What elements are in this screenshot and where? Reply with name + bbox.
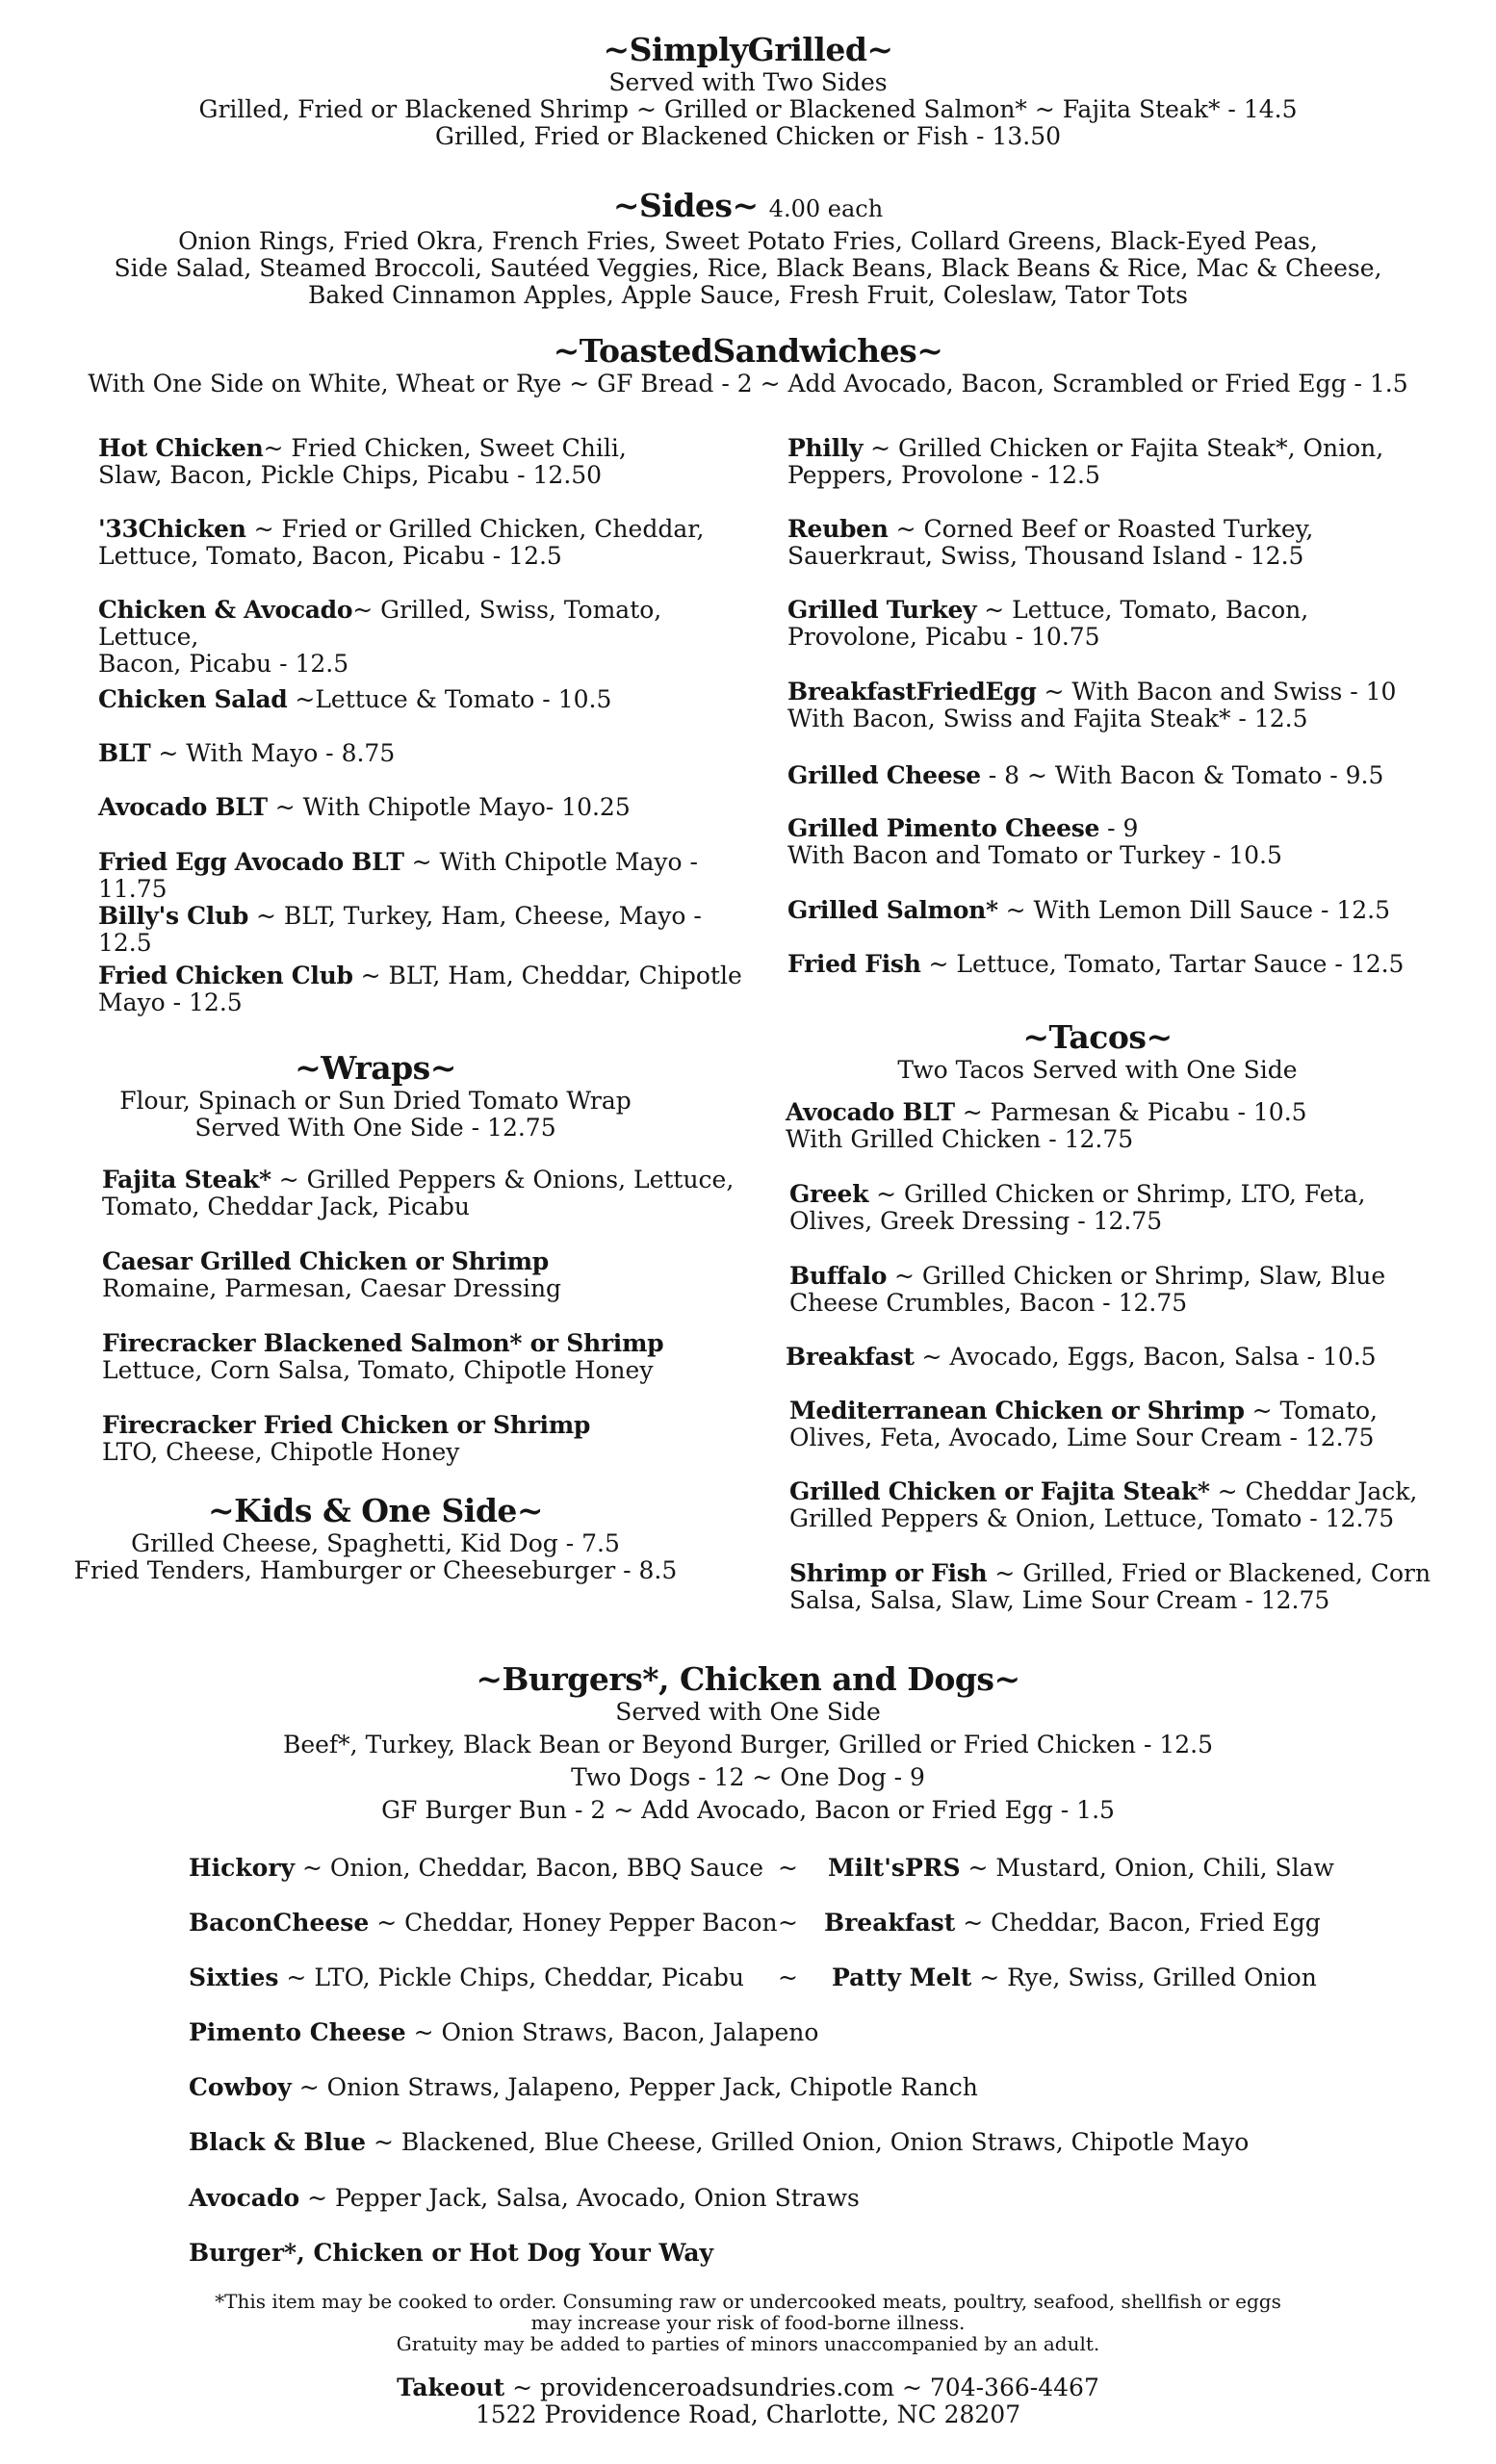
burger-name: Burger*, Chicken or Hot Dog Your Way xyxy=(189,2239,714,2267)
taco-name: Avocado BLT xyxy=(786,1098,955,1126)
sandwich-name: Fried Chicken Club xyxy=(98,962,353,989)
taco-name: Buffalo xyxy=(789,1262,888,1290)
burger-desc: ~ Onion Straws, Bacon, Jalapeno xyxy=(405,2018,819,2046)
taco-desc2: Grilled Peppers & Onion, Lettuce, Tomato - 12.75 xyxy=(789,1504,1395,1532)
footer-note3: Gratuity may be added to parties of minors unaccompanied by an adult. xyxy=(396,2332,1100,2355)
burger-item xyxy=(189,1910,778,1937)
sandwich-name: BreakfastFriedEgg xyxy=(787,678,1037,706)
burger-desc: ~ Mustard, Onion, Chili, Slaw xyxy=(960,1854,1334,1882)
sandwich-desc: ~ Corned Beef or Roasted Turkey, xyxy=(888,515,1314,543)
taco-desc: ~ Grilled Chicken or Shrimp, LTO, Feta, xyxy=(868,1180,1366,1208)
simply-grilled-sub: Served with Two Sides xyxy=(608,68,888,96)
sandwich-desc: ~ BLT, Turkey, Ham, Cheese, Mayo - 12.5 xyxy=(98,902,702,957)
sandwich-desc2: Lettuce, Tomato, Bacon, Picabu - 12.5 xyxy=(98,542,562,570)
sandwich-item xyxy=(787,597,1452,651)
sandwich-name: Hot Chicken xyxy=(98,434,264,462)
taco-name: Mediterranean Chicken or Shrimp xyxy=(789,1397,1245,1424)
burger-name: Pimento Cheese xyxy=(189,2018,406,2046)
sandwich-desc2: With Bacon, Swiss and Fajita Steak* - 12.5 xyxy=(787,705,1308,732)
burger-item xyxy=(824,1910,1321,1937)
tacos-header xyxy=(761,1018,1434,1084)
sandwich-item xyxy=(787,815,1452,869)
wrap-name: Fajita Steak* xyxy=(102,1166,271,1194)
sandwich-name: BLT xyxy=(98,739,151,767)
sides-section xyxy=(0,187,1496,309)
wraps-header xyxy=(0,1049,751,1142)
sandwich-item xyxy=(98,597,762,678)
kids-line2: Fried Tenders, Hamburger or Cheeseburger - 8.5 xyxy=(73,1556,678,1584)
burger-desc: ~ Pepper Jack, Salsa, Avocado, Onion Straws xyxy=(299,2184,860,2212)
sandwiches-title: ~ToastedSandwiches~ xyxy=(553,332,943,370)
sandwich-item xyxy=(787,435,1452,489)
sandwich-desc2: Peppers, Provolone - 12.5 xyxy=(787,461,1100,489)
sandwiches-header xyxy=(0,332,1496,398)
sandwich-desc: ~ Lettuce, Tomato, Bacon, xyxy=(976,596,1309,624)
sandwich-desc2: Provolone, Picabu - 10.75 xyxy=(787,623,1100,651)
sandwich-item xyxy=(787,679,1452,732)
sandwich-name: '33Chicken xyxy=(98,515,246,543)
sandwich-desc: ~ With Mayo - 8.75 xyxy=(150,739,396,767)
taco-desc: ~ Tomato, xyxy=(1244,1397,1378,1424)
tacos-sub: Two Tacos Served with One Side xyxy=(897,1056,1298,1084)
sandwich-item xyxy=(98,435,762,489)
burger-item xyxy=(189,2185,860,2212)
burger-separator: ~ xyxy=(778,1909,798,1937)
takeout-line xyxy=(0,2374,1496,2401)
taco-item xyxy=(789,1560,1454,1614)
burgers-sub1: Served with One Side xyxy=(615,1698,881,1726)
taco-desc2: Cheese Crumbles, Bacon - 12.75 xyxy=(789,1289,1188,1317)
simply-grilled-section xyxy=(0,31,1496,150)
sandwich-item xyxy=(98,962,762,1016)
sandwich-item xyxy=(98,516,762,570)
sandwich-item xyxy=(98,903,762,957)
burger-item xyxy=(828,1855,1334,1882)
taco-desc: ~ Cheddar Jack, xyxy=(1209,1477,1418,1505)
sandwich-name: Avocado BLT xyxy=(98,793,268,821)
burger-desc: ~ Onion Straws, Jalapeno, Pepper Jack, Chipotle Ranch xyxy=(291,2073,978,2101)
wrap-name: Caesar Grilled Chicken or Shrimp xyxy=(102,1247,549,1275)
footer-note2: may increase your risk of food-borne illness. xyxy=(530,2311,966,2334)
taco-desc: ~ Avocado, Eggs, Bacon, Salsa - 10.5 xyxy=(914,1343,1377,1371)
footer-note1: *This item may be cooked to order. Consuming raw or undercooked meats, poultry, seafood, shellfish or eggs xyxy=(215,2290,1281,2313)
tacos-title: ~Tacos~ xyxy=(1022,1018,1173,1056)
wrap-desc2: Tomato, Cheddar Jack, Picabu xyxy=(102,1193,471,1220)
sandwich-item xyxy=(98,849,762,903)
sandwich-item xyxy=(98,686,762,713)
burger-item xyxy=(189,2240,713,2267)
sandwich-desc: ~Lettuce & Tomato - 10.5 xyxy=(287,685,612,713)
burger-name: Black & Blue xyxy=(189,2128,367,2156)
taco-desc2: Olives, Greek Dressing - 12.75 xyxy=(789,1207,1163,1235)
taco-desc2: Salsa, Salsa, Slaw, Lime Sour Cream - 12.75 xyxy=(789,1586,1330,1614)
sandwich-desc2: Slaw, Bacon, Pickle Chips, Picabu - 12.50 xyxy=(98,461,603,489)
burgers-header xyxy=(0,1660,1496,1824)
simply-grilled-line2: Grilled, Fried or Blackened Chicken or Fish - 13.50 xyxy=(435,122,1061,150)
sandwich-desc2: Mayo - 12.5 xyxy=(98,988,243,1016)
wraps-sub1: Flour, Spinach or Sun Dried Tomato Wrap xyxy=(119,1087,632,1115)
sandwich-name: Grilled Pimento Cheese xyxy=(787,814,1100,842)
sandwich-desc: - 8 ~ With Bacon & Tomato - 9.5 xyxy=(980,761,1384,789)
sandwich-desc: ~ Grilled Chicken or Fajita Steak*, Onion, xyxy=(863,434,1384,462)
sides-line2: Side Salad, Steamed Broccoli, Sautéed Veggies, Rice, Black Beans, Black Beans & Rice, Mac & Cheese, xyxy=(114,254,1382,282)
burger-separator: ~ xyxy=(778,1964,798,1991)
sandwich-name: Grilled Turkey xyxy=(787,596,977,624)
sandwich-desc: ~ Grilled, Swiss, Tomato, Lettuce, xyxy=(98,596,662,651)
sides-line3: Baked Cinnamon Apples, Apple Sauce, Fresh Fruit, Coleslaw, Tator Tots xyxy=(307,281,1189,309)
sandwich-name: Fried Fish xyxy=(787,950,921,978)
taco-name: Breakfast xyxy=(786,1343,915,1371)
burger-item xyxy=(189,1855,763,1882)
sandwich-desc: ~ BLT, Ham, Cheddar, Chipotle xyxy=(352,962,742,989)
sandwich-item xyxy=(787,897,1452,924)
simply-grilled-title: ~SimplyGrilled~ xyxy=(603,31,893,68)
wrap-desc: ~ Grilled Peppers & Onions, Lettuce, xyxy=(271,1166,735,1194)
burgers-sub2: Beef*, Turkey, Black Bean or Beyond Burger, Grilled or Fried Chicken - 12.5 xyxy=(282,1731,1214,1758)
kids-line1: Grilled Cheese, Spaghetti, Kid Dog - 7.5 xyxy=(131,1529,620,1557)
sandwich-item xyxy=(787,951,1452,978)
sandwich-desc: ~ With Chipotle Mayo - 11.75 xyxy=(98,848,698,903)
burger-desc: ~ Rye, Swiss, Grilled Onion xyxy=(971,1964,1317,1991)
wrap-name: Firecracker Blackened Salmon* or Shrimp xyxy=(102,1329,664,1357)
sandwich-name: Chicken & Avocado xyxy=(98,596,353,624)
sandwich-name: Chicken Salad xyxy=(98,685,288,713)
wrap-item xyxy=(102,1412,766,1466)
burger-item xyxy=(189,2129,1249,2156)
burger-name: Sixties xyxy=(189,1964,279,1991)
taco-desc: ~ Grilled, Fried or Blackened, Corn xyxy=(987,1559,1432,1587)
sandwich-desc: ~ Fried or Grilled Chicken, Cheddar, xyxy=(245,515,705,543)
burger-name: BaconCheese xyxy=(189,1909,370,1937)
takeout-info[interactable]: ~ providenceroadsundries.com ~ 704-366-4467 xyxy=(504,2374,1099,2401)
taco-item xyxy=(789,1398,1454,1451)
wrap-item xyxy=(102,1248,766,1302)
sandwich-name: Grilled Cheese xyxy=(787,761,981,789)
simply-grilled-line1: Grilled, Fried or Blackened Shrimp ~ Grilled or Blackened Salmon* ~ Fajita Steak* - 14.5 xyxy=(198,95,1298,123)
burgers-sub4: GF Burger Bun - 2 ~ Add Avocado, Bacon or Fried Egg - 1.5 xyxy=(381,1796,1115,1824)
sandwich-desc: ~ Lettuce, Tomato, Tartar Sauce - 12.5 xyxy=(920,950,1405,978)
taco-name: Grilled Chicken or Fajita Steak* xyxy=(789,1477,1210,1505)
burger-name: Breakfast xyxy=(824,1909,956,1937)
sides-title-row xyxy=(0,187,1496,228)
taco-desc: ~ Parmesan & Picabu - 10.5 xyxy=(954,1098,1307,1126)
sandwich-desc: ~ With Chipotle Mayo- 10.25 xyxy=(267,793,631,821)
taco-item xyxy=(786,1099,1450,1153)
kids-title: ~Kids & One Side~ xyxy=(207,1492,544,1529)
burger-name: Milt'sPRS xyxy=(828,1854,961,1882)
burger-name: Hickory xyxy=(189,1854,296,1882)
sandwich-name: Philly xyxy=(787,434,864,462)
sandwich-desc2: Bacon, Picabu - 12.5 xyxy=(98,650,349,678)
address: 1522 Providence Road, Charlotte, NC 28207 xyxy=(475,2400,1021,2428)
burger-name: Avocado xyxy=(189,2184,300,2212)
sandwiches-sub: With One Side on White, Wheat or Rye ~ GF Bread - 2 ~ Add Avocado, Bacon, Scrambled or Fried Egg - 1.5 xyxy=(88,370,1408,398)
wraps-title: ~Wraps~ xyxy=(295,1049,456,1087)
sides-title: ~Sides~ xyxy=(612,187,759,224)
sandwich-desc: ~ Fried Chicken, Sweet Chili, xyxy=(263,434,627,462)
footer-notes xyxy=(0,2291,1496,2354)
burger-desc: ~ Cheddar, Honey Pepper Bacon xyxy=(369,1909,778,1937)
wraps-sub2: Served With One Side - 12.75 xyxy=(194,1114,556,1142)
sandwich-name: Fried Egg Avocado BLT xyxy=(98,848,404,876)
burger-item xyxy=(832,1964,1317,1991)
burger-name: Cowboy xyxy=(189,2073,292,2101)
taco-item xyxy=(786,1344,1450,1371)
wrap-desc2: LTO, Cheese, Chipotle Honey xyxy=(102,1438,460,1466)
taco-name: Greek xyxy=(789,1180,869,1208)
taco-desc: ~ Grilled Chicken or Shrimp, Slaw, Blue xyxy=(887,1262,1386,1290)
burgers-title: ~Burgers*, Chicken and Dogs~ xyxy=(476,1660,1020,1698)
taco-name: Shrimp or Fish xyxy=(789,1559,988,1587)
takeout-label: Takeout xyxy=(397,2374,505,2401)
sandwich-name: Billy's Club xyxy=(98,902,249,930)
taco-item xyxy=(789,1478,1454,1532)
burger-desc: ~ Blackened, Blue Cheese, Grilled Onion, Onion Straws, Chipotle Mayo xyxy=(366,2128,1250,2156)
burger-separator: ~ xyxy=(778,1854,798,1882)
sandwich-item xyxy=(98,794,762,821)
sandwich-item xyxy=(98,740,762,767)
taco-item xyxy=(789,1181,1454,1235)
taco-item xyxy=(789,1263,1454,1317)
sandwich-desc2: Sauerkraut, Swiss, Thousand Island - 12.5 xyxy=(787,542,1304,570)
wrap-desc2: Romaine, Parmesan, Caesar Dressing xyxy=(102,1274,562,1302)
taco-desc2: With Grilled Chicken - 12.75 xyxy=(786,1125,1134,1153)
sandwich-name: Reuben xyxy=(787,515,889,543)
burger-desc: ~ LTO, Pickle Chips, Cheddar, Picabu xyxy=(278,1964,745,1991)
taco-desc2: Olives, Feta, Avocado, Lime Sour Cream - 12.75 xyxy=(789,1424,1375,1451)
sandwich-desc2: With Bacon and Tomato or Turkey - 10.5 xyxy=(787,841,1282,869)
burger-item xyxy=(189,1964,744,1991)
sandwich-item xyxy=(787,516,1452,570)
wrap-desc2: Lettuce, Corn Salsa, Tomato, Chipotle Honey xyxy=(102,1356,654,1384)
sandwich-item xyxy=(787,762,1452,789)
sandwich-name: Grilled Salmon* xyxy=(787,896,998,924)
sandwich-desc: ~ With Bacon and Swiss - 10 xyxy=(1036,678,1397,706)
burger-desc: ~ Onion, Cheddar, Bacon, BBQ Sauce xyxy=(295,1854,763,1882)
sandwich-desc: - 9 xyxy=(1099,814,1139,842)
kids-section xyxy=(0,1492,751,1584)
burgers-sub3: Two Dogs - 12 ~ One Dog - 9 xyxy=(571,1763,925,1791)
sides-price: 4.00 each xyxy=(768,195,884,222)
wrap-name: Firecracker Fried Chicken or Shrimp xyxy=(102,1411,591,1439)
wrap-item xyxy=(102,1330,766,1384)
footer-contact xyxy=(0,2374,1496,2428)
burger-item xyxy=(189,2074,978,2101)
burger-item xyxy=(189,2019,818,2046)
burger-desc: ~ Cheddar, Bacon, Fried Egg xyxy=(955,1909,1321,1937)
sides-line1: Onion Rings, Fried Okra, French Fries, Sweet Potato Fries, Collard Greens, Black-Eyed Peas, xyxy=(178,227,1318,255)
wrap-item xyxy=(102,1167,766,1220)
burger-name: Patty Melt xyxy=(832,1964,972,1991)
sandwich-desc: ~ With Lemon Dill Sauce - 12.5 xyxy=(997,896,1391,924)
